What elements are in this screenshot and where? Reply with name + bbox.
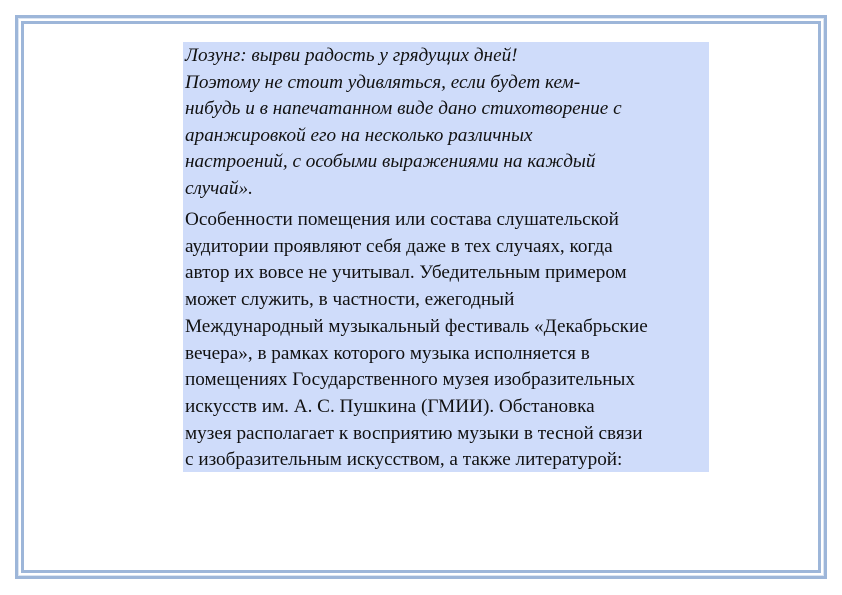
quote-line: Поэтому не стоит удивляться, если будет кем- bbox=[185, 71, 581, 93]
body-line: может служить, в частности, ежегодный bbox=[185, 289, 515, 311]
body-paragraph bbox=[185, 207, 709, 474]
body-line: Международный музыкальный фестиваль «Декабрьские bbox=[185, 315, 648, 337]
body-line: аудитории проявляют себя даже в тех случаях, когда bbox=[185, 235, 613, 257]
body-line: с изобразительным искусством, а также литературой: bbox=[185, 449, 623, 471]
quote-line: случай». bbox=[185, 177, 253, 199]
body-line: Особенности помещения или состава слушательской bbox=[185, 209, 619, 230]
quote-line: Лозунг: вырви радость у грядущих дней! bbox=[185, 45, 518, 66]
body-line: искусств им. А. С. Пушкина (ГМИИ). Обстановка bbox=[185, 395, 595, 417]
quote-line: аранжировкой его на несколько различных bbox=[185, 124, 533, 146]
body-line: помещениях Государственного музея изобразительных bbox=[185, 369, 635, 391]
body-line: музея располагает к восприятию музыки в тесной связи bbox=[185, 422, 643, 444]
italic-quote bbox=[185, 42, 709, 202]
quote-line: настроений, с особыми выражениями на каждый bbox=[185, 151, 596, 172]
quote-line: нибудь и в напечатанном виде дано стихотворение с bbox=[185, 98, 622, 119]
slide-text-box[interactable] bbox=[183, 42, 709, 472]
body-line: автор их вовсе не учитывал. Убедительным примером bbox=[185, 262, 627, 284]
body-line: вечера», в рамках которого музыка исполняется в bbox=[185, 342, 590, 364]
